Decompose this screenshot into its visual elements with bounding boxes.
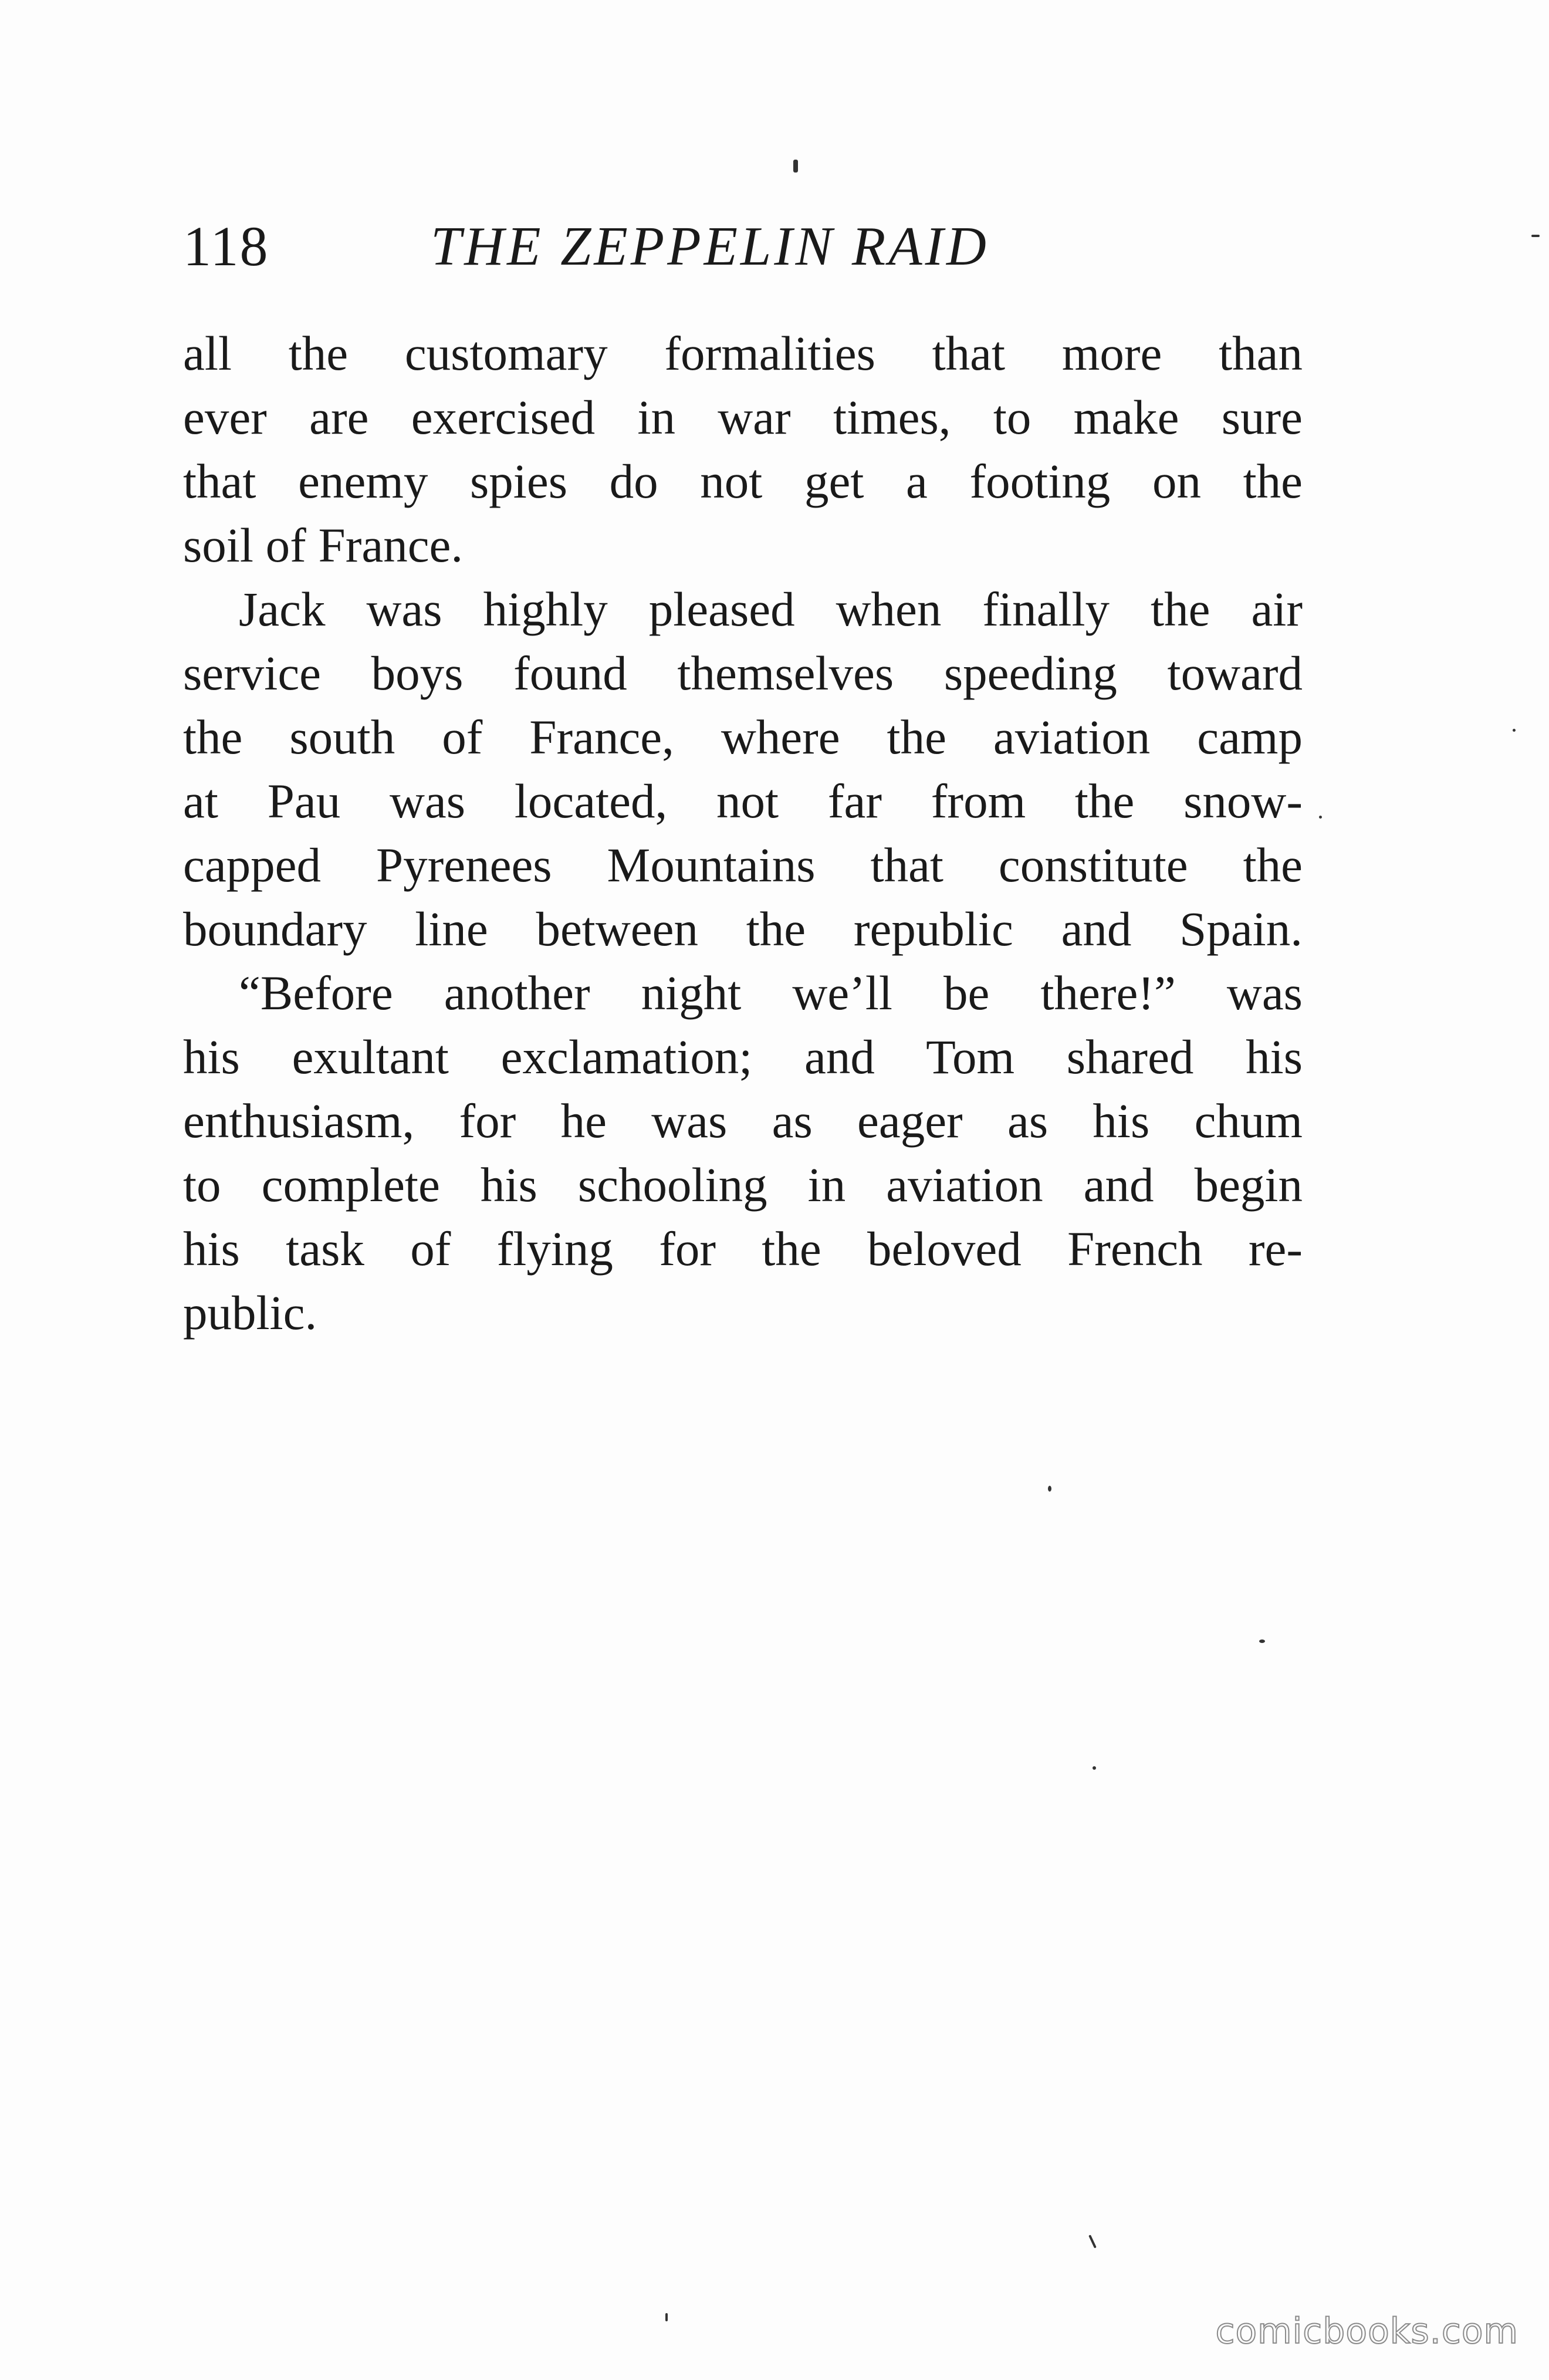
text-line: soil of France.: [183, 518, 464, 572]
text-line: ever are exercised in war times, to make sure: [183, 390, 1303, 444]
scan-speck: [1093, 1766, 1096, 1770]
scan-speck: [665, 2313, 668, 2321]
page-number: 118: [183, 215, 269, 278]
text-line: enthusiasm, for he was as eager as his chum: [183, 1094, 1303, 1148]
text-line: capped Pyrenees Mountains that constitute the: [183, 838, 1303, 892]
text-line: “Before another night we’ll be there!” was: [239, 966, 1303, 1020]
scan-speck: [793, 160, 798, 173]
scan-speck: [1513, 729, 1516, 732]
scan-speck: [1319, 816, 1322, 819]
text-line: his task of flying for the beloved French re-: [183, 1222, 1303, 1276]
page-header: [183, 211, 1298, 282]
text-line: boundary line between the republic and Spain.: [183, 902, 1303, 956]
text-line: his exultant exclamation; and Tom shared his: [183, 1030, 1303, 1084]
text-line: to complete his schooling in aviation and begin: [183, 1158, 1303, 1212]
text-line: at Pau was located, not far from the snow-: [183, 774, 1303, 828]
scan-speck: [1259, 1639, 1265, 1643]
text-line: all the customary formalities that more than: [183, 326, 1303, 380]
scan-speck: [1531, 235, 1540, 237]
text-line: that enemy spies do not get a footing on the: [183, 454, 1303, 508]
text-line: public.: [183, 1286, 317, 1340]
text-line: service boys found themselves speeding toward: [183, 646, 1303, 700]
body-text: [183, 322, 1303, 1345]
text-line: the south of France, where the aviation camp: [183, 710, 1303, 764]
scan-speck: [1088, 2234, 1097, 2248]
watermark: comicbooks.com: [1215, 2311, 1518, 2352]
running-head: THE ZEPPELIN RAID: [431, 216, 989, 277]
text-line: Jack was highly pleased when finally the air: [239, 582, 1303, 636]
scan-speck: [1048, 1486, 1051, 1492]
